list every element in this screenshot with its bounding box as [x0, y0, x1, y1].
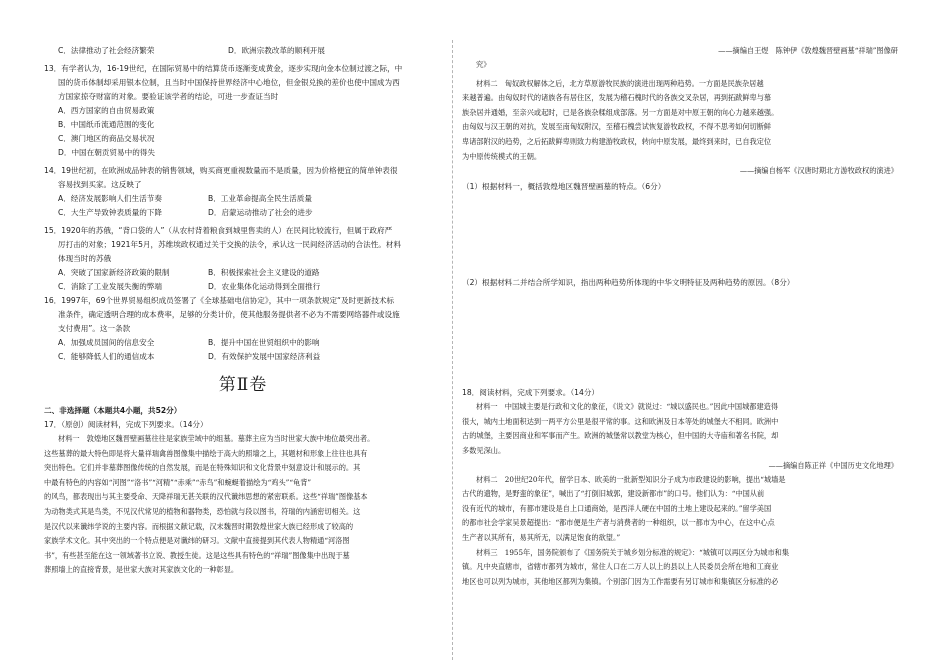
question-15 — [44, 224, 442, 294]
question-14 — [44, 164, 442, 220]
q12-options-cd — [58, 44, 442, 58]
material-line: 卑诸部附汉的趋势，之后拓跋鲜卑则致力构建游牧政权，转向中原发展，最终到来时，已自我定位 — [462, 136, 772, 146]
material-line: 家族学术文化。其中突出的一个特点便是对谶纬的研习。文献中直接提到其代表人物精通“河洛图 — [44, 536, 350, 546]
q14-option-d[interactable]: D．启蒙运动推动了社会的进步 — [208, 208, 313, 217]
q15-line: 厉打击的对象；1921年5月，苏维埃政权通过关于交换的法令，承认这一民间经济活动的合法性。材料 — [58, 240, 402, 249]
q17-ask-2: （2）根据材料二并结合所学知识，指出两种趋势所体现的中华文明特征及两种趋势的原因。（8分） — [462, 278, 795, 288]
q13-option-d[interactable]: D．中国在朝贡贸易中的得失 — [58, 148, 155, 157]
q17-head: 17．（原创）阅读材料，完成下列要求。（14分） — [44, 420, 208, 429]
material-line: 很大，城内土地面积达到一两平方公里是很平常的事。这和欧洲及日本等处的城堡大不相同。欧洲中 — [462, 416, 779, 426]
section-title: 第Ⅱ卷 — [218, 375, 268, 395]
q15-option-d[interactable]: D．农业集体化运动得到全面推行 — [208, 282, 321, 291]
q18-material-1 — [462, 400, 898, 458]
q13-line: 国的货币体制却采用银本位制，且当时中国保持世界经济中心地位，但金银兑换的差价也使中国成为西 — [58, 78, 400, 87]
material-line: 突出特色。它们并非墓葬图像传统的自然发展，而是在特殊知识和文化背景中刻意设计和展示的。其 — [44, 463, 361, 473]
material-line: 来越普遍。由匈奴时代的诸族各有居住区，发展为稽石槐时代的各族交叉杂居，再到拓跋鲜卑与慕 — [462, 93, 772, 103]
q13-option-c[interactable]: C．澳门地区的商品交易状况 — [58, 134, 155, 143]
material-line: 葬照墙上的直接背景，是世家大族对其家族文化的一种彰显。 — [44, 565, 239, 575]
section-heading: 二、非选择题（本题共4小题，共52分） — [44, 406, 182, 415]
q15-option-a[interactable]: A．突破了国家新经济政策的限制 — [58, 268, 170, 277]
material-line: 多数见深山。 — [462, 445, 506, 455]
q16-line: 支付费用”。这一条款 — [58, 324, 131, 333]
q17-source-1-cont: 究》 — [476, 60, 491, 69]
q12-option-d[interactable]: D．欧洲宗教改革的顺利开展 — [228, 46, 325, 55]
q16-option-b[interactable]: B．提升中国在世贸组织中的影响 — [208, 338, 320, 347]
answer-space-2[interactable] — [462, 290, 898, 386]
q18-material-3 — [462, 546, 898, 590]
material-line: 是汉代以来谶纬学说的主要内容。而根据文献记载，汉末魏晋时期敦煌世家大族已经形成了较高的 — [44, 521, 354, 531]
material-line: 中最有特色的内容如“河图”“洛书”“河精”“赤乘”“赤鸟”和蜿蜒着描绘为“鸡头”“龟背” — [44, 477, 312, 487]
q17-ask-1: （1）根据材料一，概括敦煌地区魏晋壁画墓的特点。（6分） — [462, 182, 666, 192]
q14-line: 14．19世纪初，在欧洲成品钟表的销售领域，购买商更重视数量而不是质量，因为价格便宜的简单钟表很 — [44, 166, 398, 175]
material-line: 由匈奴与汉王朝的对抗，发展至南匈奴附汉，至稽石槐尝试恢复游牧政权，不得不思考如何切断鲜 — [462, 122, 772, 132]
q17-source-1: ——摘编自王煜 陈钟伊《敦煌魏晋壁画墓“祥瑞”图像研 — [718, 46, 898, 55]
q18-material-2 — [462, 473, 898, 546]
material-line: 材料二 匈奴政权解体之后，北方草原游牧民族的演进出现两种趋势。一方面是民族杂居越 — [476, 78, 764, 88]
q18-source-1: ——摘编自陈正祥《中国历史文化地理》 — [768, 460, 898, 470]
material-line: 这些墓葬的最大特色即是将大量祥瑞禽兽图像集中描绘于高大的照墙之上，其题材和形象上往往也具有 — [44, 448, 368, 458]
q16-option-a[interactable]: A．加强成员国间的信息安全 — [58, 338, 155, 347]
material-line: 族杂居并通婚，至亲兴或起时，已是各族杂糅组成部落。另一方面是对中原王朝的向心力越来越强。 — [462, 107, 779, 117]
left-column — [44, 44, 442, 578]
question-18 — [462, 386, 898, 589]
q17-source-2: ——摘编自杨军《汉唐时期北方游牧政权的演进》 — [739, 166, 898, 176]
question-16 — [44, 294, 442, 364]
q15-option-c[interactable]: C．消除了工业发展失衡的弊端 — [58, 282, 163, 291]
q13-line: 方国家掠夺财富的对象。要验证该学者的结论，可进一步查证当时 — [58, 92, 279, 101]
material-line: 生产者以其所有，易其所无，以满足饱食的欲望。” — [462, 532, 621, 542]
q15-line: 15．1920年的苏俄，“背口袋的人”（从农村背着粮食到城里售卖的人）在民间比较流行，但属于政府严 — [44, 226, 393, 235]
question-17 — [44, 418, 442, 578]
material-line: 材料一 敦煌地区魏晋壁画墓往往是家族茔域中的组墓。墓葬主应为当时世家大族中地位最突出者。 — [58, 434, 375, 443]
q15-options-ab — [58, 266, 442, 280]
q13-option-b[interactable]: B．中国纸币流通范围的变化 — [58, 120, 155, 129]
material-line: 为动物类式其是鸟类，不见汉代常见的植物和器物类，恐怕就与段以图书，符瑞的内涵密切相关。这 — [44, 506, 361, 516]
q17-material-2 — [462, 77, 898, 165]
material-line: 的都市社会学家吴景超提出：“都市便是生产者与消费者的一种组织，以一都市为中心，在这中心点 — [462, 518, 775, 528]
q15-line: 体现当时的苏俄 — [58, 254, 112, 263]
material-line: 地区也可以列为城市，其他地区都列为集镇。个别部门因为工作需要有另订城市和集镇区分标准的必 — [462, 576, 779, 586]
q16-line: 准条件，确定透明合理的成本费率，足够的分类计价，使其他服务提供者不必为不需要网络器件或设施 — [58, 310, 400, 319]
material-line: 没有近代的城市，有都市建设是自上口通商始，是西洋人硬在中国的土地上建设起来的。”留学美国 — [462, 503, 772, 513]
q14-option-b[interactable]: B．工业革命提高全民生活质量 — [208, 194, 312, 203]
column-divider — [452, 40, 453, 660]
q13-option-a[interactable]: A．西方国家的自由贸易政策 — [58, 106, 155, 115]
q14-line: 容易找到买家。这反映了 — [58, 180, 142, 189]
material-line: 材料一 中国城主要是行政和文化的象征，《说文》就说过：“城以盛民也。”因此中国城都建造得 — [476, 402, 779, 412]
answer-space-1[interactable] — [462, 194, 898, 276]
material-line: 材料三 1955年，国务院颁布了《国务院关于城乡划分标准的规定》：“城镇可以再区分为城市和集 — [476, 547, 790, 557]
q16-options-cd — [58, 350, 442, 364]
q14-option-a[interactable]: A．经济发展影响人们生活节奏 — [58, 194, 162, 203]
q16-line: 16．1997年，69个世界贸易组织成员签署了《全球基础电信协定》，其中一项条款规定“及时更新技术标 — [44, 296, 395, 305]
q16-option-c[interactable]: C．能够降低人们的通信成本 — [58, 352, 155, 361]
q16-option-d[interactable]: D．有效保护发展中国家经济利益 — [208, 352, 321, 361]
material-line: 的风鸟，都表现出与其主要受命、天降祥瑞无甚关联的汉代谶纬思想的紧密联系。这些“祥瑞”图像基本 — [44, 492, 368, 502]
q12-option-c[interactable]: C．法律推动了社会经济繁荣 — [58, 46, 155, 55]
q14-options-ab — [58, 192, 442, 206]
q14-options-cd — [58, 206, 442, 220]
q13-line: 13．有学者认为，16-19世纪，在国际贸易中的结算货币逐渐变成黄金，逐步实现向金本位制过渡之际，中 — [44, 64, 403, 73]
material-line: 镇。凡中央直辖市，省辖市都列为城市，常住人口在二万人以上的县以上人民委员会所在地和工商业 — [462, 562, 779, 572]
material-line: 材料二 20世纪20年代，留学日本、欧美的一批新型知识分子成为市政建设的影响，提出“城墙是 — [476, 474, 786, 484]
material-line: 书”，有些甚至能在这一领域著书立说、教授生徒。这是这些具有特色的“祥瑞”图像集中出现于墓 — [44, 550, 350, 560]
q16-options-ab — [58, 336, 442, 350]
material-line: 古的城堡，主要因商业和军事而产生。欧洲的城堡常以教堂为核心，但中国的大寺庙和著名书院，却 — [462, 431, 779, 441]
material-line: 古代的遗物，是野蛮的象征”，喊出了“打倒旧城郭，建设新都市”的口号。他们认为：“中国从前 — [462, 489, 765, 499]
q18-head: 18．阅读材料，完成下列要求。（14分） — [462, 388, 600, 398]
q15-options-cd — [58, 280, 442, 294]
q15-option-b[interactable]: B．积极探索社会主义建设的道路 — [208, 268, 320, 277]
right-column — [462, 44, 898, 589]
material-line: 为中原传统模式的王朝。 — [462, 151, 542, 161]
q14-option-c[interactable]: C．大生产导致钟表质量的下降 — [58, 208, 163, 217]
q17-material-1 — [44, 432, 442, 578]
question-13 — [44, 62, 442, 160]
